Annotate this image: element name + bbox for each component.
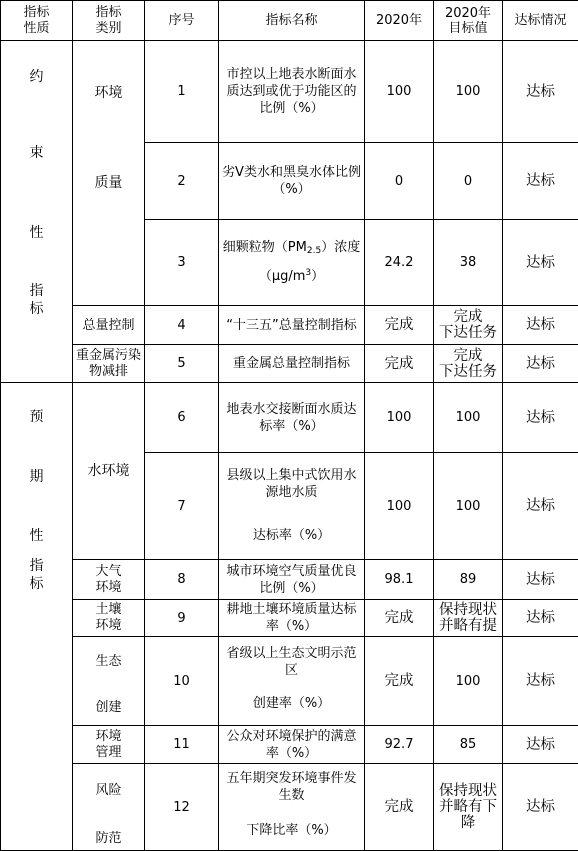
target-value: 100	[434, 637, 503, 726]
nature-expected: 预 期 性 指 标	[1, 383, 73, 851]
seq-cell: 9	[145, 600, 219, 637]
target-value: 38	[434, 220, 503, 306]
seq-cell: 1	[145, 41, 219, 143]
category-cell: 生态 创建	[73, 637, 145, 726]
seq-cell: 7	[145, 453, 219, 560]
category-cell: 大气 环境	[73, 560, 145, 600]
status-cell: 达标	[503, 220, 578, 306]
category-cell: 总量控制	[73, 306, 145, 345]
category-cell: 环境 管理	[73, 726, 145, 764]
target-value: 89	[434, 560, 503, 600]
table-row	[1, 306, 578, 345]
category-env-quality: 环境 质量	[73, 41, 145, 306]
target-value: 100	[434, 383, 503, 453]
target-value: 100	[434, 453, 503, 560]
table-row	[1, 383, 578, 453]
seq-cell: 12	[145, 764, 219, 851]
value-2020: 完成	[365, 600, 434, 637]
indicator-name: 地表水交接断面水质达标率（%）	[219, 383, 365, 453]
status-cell: 达标	[503, 560, 578, 600]
table-row	[1, 764, 578, 851]
status-cell: 达标	[503, 637, 578, 726]
target-value: 保持现状 并略有下 降	[434, 764, 503, 851]
category-cell: 水环境	[73, 383, 145, 560]
status-cell: 达标	[503, 345, 578, 383]
indicator-name: 城市环境空气质量优良比例（%）	[219, 560, 365, 600]
status-cell: 达标	[503, 143, 578, 220]
status-cell: 达标	[503, 453, 578, 560]
category-cell: 重金属污染物减排	[73, 345, 145, 383]
status-cell: 达标	[503, 383, 578, 453]
target-value: 完成 下达任务	[434, 345, 503, 383]
table-row	[1, 41, 578, 143]
status-cell: 达标	[503, 764, 578, 851]
indicator-name: 公众对环境保护的满意率（%）	[219, 726, 365, 764]
value-2020: 完成	[365, 306, 434, 345]
indicator-name: 劣V类水和黑臭水体比例（%）	[219, 143, 365, 220]
seq-cell: 10	[145, 637, 219, 726]
indicator-name: 县级以上集中式饮用水源地水质 达标率（%）	[219, 453, 365, 560]
seq-cell: 2	[145, 143, 219, 220]
seq-cell: 4	[145, 306, 219, 345]
indicator-name: 省级以上生态文明示范区 创建率（%）	[219, 637, 365, 726]
header-row	[1, 1, 578, 41]
header-category: 指标 类别	[73, 1, 145, 41]
header-name: 指标名称	[219, 1, 365, 41]
value-2020: 24.2	[365, 220, 434, 306]
category-cell: 风险 防范	[73, 764, 145, 851]
value-2020: 100	[365, 453, 434, 560]
value-2020: 100	[365, 41, 434, 143]
target-value: 保持现状 并略有提	[434, 600, 503, 637]
target-value: 0	[434, 143, 503, 220]
value-2020: 98.1	[365, 560, 434, 600]
seq-cell: 11	[145, 726, 219, 764]
seq-cell: 8	[145, 560, 219, 600]
table-row	[1, 726, 578, 764]
header-target: 2020年 目标值	[434, 1, 503, 41]
table-row	[1, 637, 578, 726]
indicator-name: 五年期突发环境事件发生数 下降比率（%）	[219, 764, 365, 851]
indicator-name: 市控以上地表水断面水质达到或优于功能区的比例（%）	[219, 41, 365, 143]
table-row	[1, 600, 578, 637]
header-nature: 指标 性质	[1, 1, 73, 41]
target-value: 100	[434, 41, 503, 143]
value-2020: 92.7	[365, 726, 434, 764]
value-2020: 完成	[365, 764, 434, 851]
nature-binding: 约 束 性 指 标	[1, 41, 73, 383]
indicator-name: 细颗粒物$(PM_{2.5})$浓度 $(\mu g/m^3)$	[219, 220, 365, 306]
header-2020: 2020年	[365, 1, 434, 41]
header-seq: 序号	[145, 1, 219, 41]
seq-cell: 6	[145, 383, 219, 453]
value-2020: 0	[365, 143, 434, 220]
indicator-name: 重金属总量控制指标	[219, 345, 365, 383]
status-cell: 达标	[503, 600, 578, 637]
category-cell: 土壤 环境	[73, 600, 145, 637]
status-cell: 达标	[503, 41, 578, 143]
value-2020: 完成	[365, 345, 434, 383]
indicator-name: 耕地土壤环境质量达标率（%）	[219, 600, 365, 637]
value-2020: 完成	[365, 637, 434, 726]
seq-cell: 3	[145, 220, 219, 306]
indicator-name: “十三五”总量控制指标	[219, 306, 365, 345]
table-row	[1, 560, 578, 600]
seq-cell: 5	[145, 345, 219, 383]
status-cell: 达标	[503, 726, 578, 764]
target-value: 85	[434, 726, 503, 764]
status-cell: 达标	[503, 306, 578, 345]
table-row	[1, 345, 578, 383]
value-2020: 100	[365, 383, 434, 453]
target-value: 完成 下达任务	[434, 306, 503, 345]
header-status: 达标情况	[503, 1, 578, 41]
